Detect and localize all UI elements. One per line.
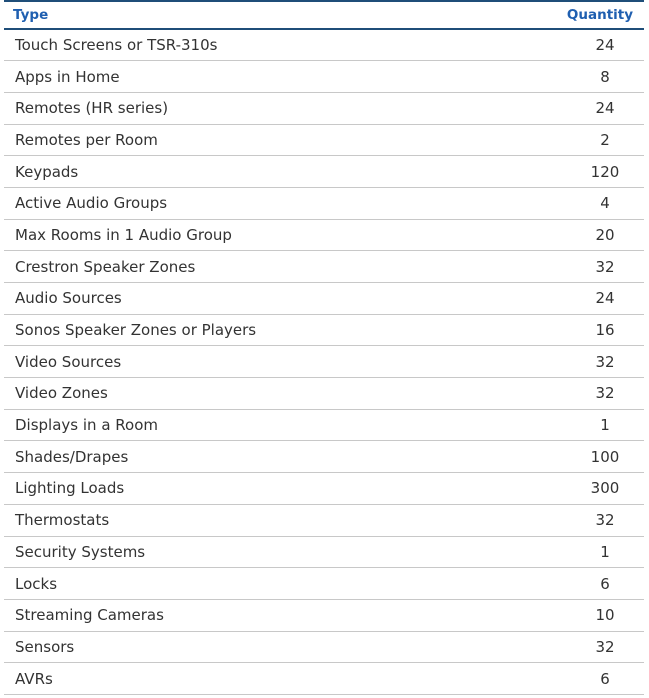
cell-quantity: 20 (595, 225, 615, 244)
cell-type: Audio Sources (15, 289, 122, 308)
cell-type: Crestron Speaker Zones (15, 257, 196, 276)
cell-quantity: 24 (595, 289, 615, 308)
cell-quantity: 300 (590, 479, 620, 498)
cell-type: Video Zones (15, 384, 108, 403)
cell-quantity: 6 (600, 574, 610, 593)
cell-quantity: 32 (595, 511, 615, 530)
cell-type: Max Rooms in 1 Audio Group (15, 225, 232, 244)
cell-quantity: 2 (600, 130, 610, 149)
cell-quantity: 10 (595, 606, 615, 625)
cell-type: Remotes per Room (15, 130, 158, 149)
table-row (4, 441, 644, 473)
table-row (4, 568, 644, 600)
cell-quantity: 24 (595, 36, 615, 55)
cell-type: Sonos Speaker Zones or Players (15, 321, 257, 340)
table-row (4, 314, 644, 346)
cell-quantity: 100 (590, 447, 620, 466)
table-body (4, 29, 644, 694)
cell-type: Streaming Cameras (15, 606, 164, 625)
table-row (4, 29, 644, 61)
table-row (4, 346, 644, 378)
table-row (4, 504, 644, 536)
table-row (4, 124, 644, 156)
table-row (4, 473, 644, 505)
cell-quantity: 4 (600, 194, 610, 213)
table-header-row (4, 1, 644, 29)
cell-type: Apps in Home (15, 67, 120, 86)
table-row (4, 631, 644, 663)
table-row (4, 61, 644, 93)
cell-quantity: 16 (595, 321, 615, 340)
cell-type: Lighting Loads (15, 479, 125, 498)
cell-type: Touch Screens or TSR-310s (15, 36, 218, 55)
table-row (4, 187, 644, 219)
cell-quantity: 120 (590, 162, 620, 181)
table-row (4, 219, 644, 251)
cell-quantity: 6 (600, 669, 610, 688)
cell-type: Sensors (15, 637, 75, 656)
table-row (4, 663, 644, 695)
cell-quantity: 1 (600, 542, 610, 561)
cell-type: Active Audio Groups (15, 194, 168, 213)
cell-type: Remotes (HR series) (15, 99, 169, 118)
column-header-type: Type (13, 7, 49, 23)
cell-quantity: 32 (595, 352, 615, 371)
cell-quantity: 1 (600, 416, 610, 435)
table-row (4, 92, 644, 124)
table-row (4, 599, 644, 631)
cell-type: Thermostats (15, 511, 110, 530)
cell-type: Keypads (15, 162, 79, 181)
table-row (4, 156, 644, 188)
cell-type: AVRs (15, 669, 53, 688)
cell-type: Security Systems (15, 542, 146, 561)
cell-quantity: 24 (595, 99, 615, 118)
cell-type: Displays in a Room (15, 416, 158, 435)
cell-quantity: 32 (595, 384, 615, 403)
cell-type: Video Sources (15, 352, 122, 371)
table-row (4, 378, 644, 410)
cell-quantity: 32 (595, 257, 615, 276)
quantity-table (4, 0, 644, 695)
cell-quantity: 32 (595, 637, 615, 656)
column-header-quantity: Quantity (566, 7, 634, 23)
table-row (4, 409, 644, 441)
table-row (4, 283, 644, 315)
table-row (4, 251, 644, 283)
cell-quantity: 8 (600, 67, 610, 86)
cell-type: Locks (15, 574, 58, 593)
cell-type: Shades/Drapes (15, 447, 129, 466)
table-header (4, 1, 644, 29)
table-row (4, 536, 644, 568)
